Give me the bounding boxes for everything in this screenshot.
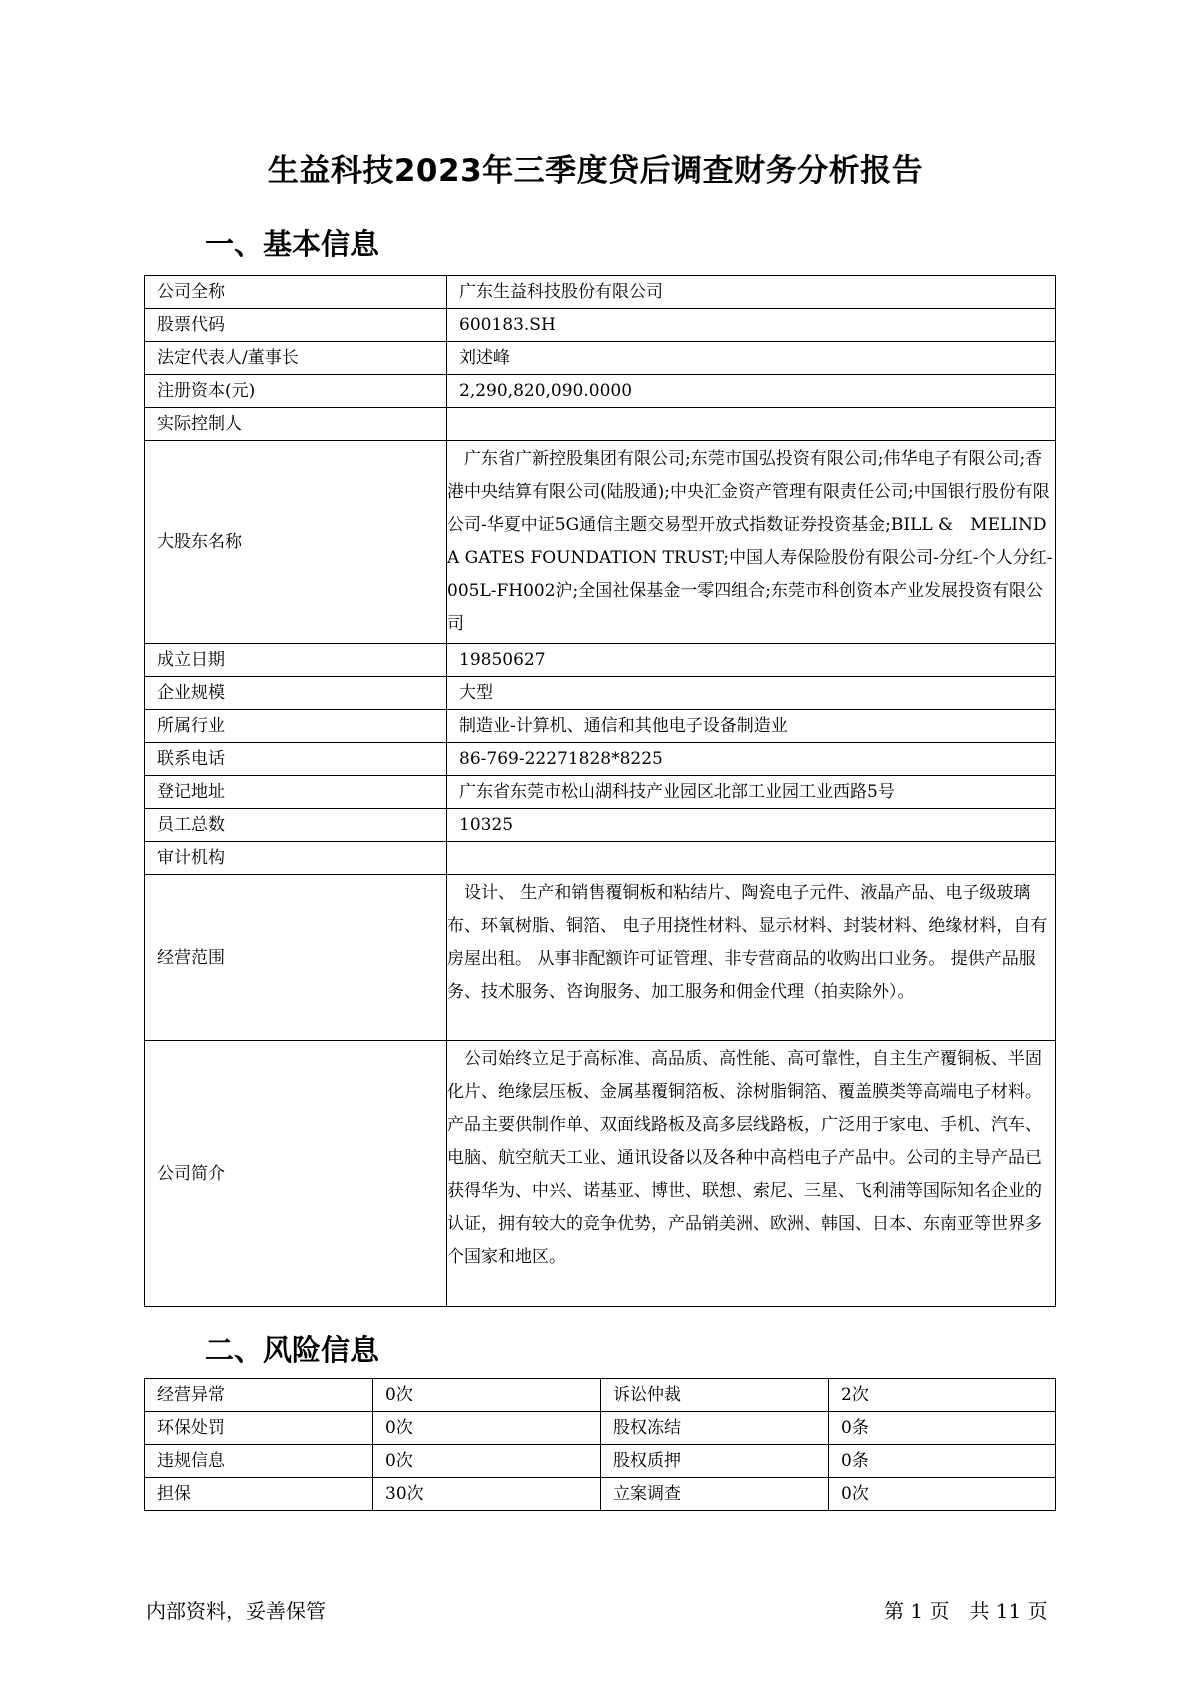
field-label: 联系电话	[145, 743, 447, 776]
risk-label: 环保处罚	[145, 1412, 373, 1445]
table-row	[145, 1379, 1056, 1412]
table-row	[145, 276, 1056, 309]
field-label: 实际控制人	[145, 408, 447, 441]
field-value: 19850627	[447, 644, 1056, 677]
risk-label: 违规信息	[145, 1445, 373, 1478]
risk-label: 担保	[145, 1478, 373, 1511]
basic-info-table	[144, 275, 1056, 1307]
table-row	[145, 1445, 1056, 1478]
section-basic-info-heading: 一、基本信息	[205, 227, 380, 261]
field-value: 广东省东莞市松山湖科技产业园区北部工业园工业西路5号	[447, 776, 1056, 809]
field-label: 大股东名称	[145, 441, 447, 644]
field-label: 员工总数	[145, 809, 447, 842]
section-risk-info-heading: 二、风险信息	[205, 1333, 380, 1367]
field-value: 10325	[447, 809, 1056, 842]
field-value	[447, 842, 1056, 875]
table-row	[145, 1478, 1056, 1511]
field-label: 成立日期	[145, 644, 447, 677]
field-label: 审计机构	[145, 842, 447, 875]
risk-label: 经营异常	[145, 1379, 373, 1412]
table-row	[145, 644, 1056, 677]
report-title: 生益科技2023年三季度贷后调查财务分析报告	[267, 153, 924, 189]
field-label: 公司简介	[145, 1041, 447, 1307]
field-label: 登记地址	[145, 776, 447, 809]
field-label: 经营范围	[145, 875, 447, 1041]
field-value: 大型	[447, 677, 1056, 710]
table-row	[145, 309, 1056, 342]
field-value: 刘述峰	[447, 342, 1056, 375]
table-row	[145, 375, 1056, 408]
table-row	[145, 677, 1056, 710]
table-row	[145, 342, 1056, 375]
risk-info-table	[144, 1378, 1056, 1511]
field-value: 制造业-计算机、通信和其他电子设备制造业	[447, 710, 1056, 743]
field-value	[447, 408, 1056, 441]
field-value: 设计、 生产和销售覆铜板和粘结片、陶瓷电子元件、液晶产品、电子级玻璃布、环氧树脂、铜箔、 电子用挠性材料、显示材料、封装材料、绝缘材料，自有房屋出租。 从事非配额许可证管理、非专营商品的收购出口业务。 提供产品服务、技术服务、咨询服务、加工服务和佣金代理（拍卖除外）。	[447, 875, 1056, 1041]
field-value: 广东生益科技股份有限公司	[447, 276, 1056, 309]
field-label: 公司全称	[145, 276, 447, 309]
risk-value: 30次	[373, 1478, 601, 1511]
field-value: 86-769-22271828*8225	[447, 743, 1056, 776]
field-value: 公司始终立足于高标准、高品质、高性能、高可靠性，自主生产覆铜板、半固化片、绝缘层压板、金属基覆铜箔板、涂树脂铜箔、覆盖膜类等高端电子材料。产品主要供制作单、双面线路板及高多层线路板，广泛用于家电、手机、汽车、电脑、航空航天工业、通讯设备以及各种中高档电子产品中。公司的主导产品已获得华为、中兴、诺基亚、博世、联想、索尼、三星、飞利浦等国际知名企业的认证，拥有较大的竞争优势，产品销美洲、欧洲、韩国、日本、东南亚等世界多个国家和地区。	[447, 1041, 1056, 1307]
risk-value: 0次	[829, 1478, 1056, 1511]
field-label: 企业规模	[145, 677, 447, 710]
risk-value: 0条	[829, 1412, 1056, 1445]
table-row	[145, 441, 1056, 644]
table-row	[145, 809, 1056, 842]
table-row	[145, 776, 1056, 809]
table-row	[145, 710, 1056, 743]
risk-value: 2次	[829, 1379, 1056, 1412]
table-row	[145, 842, 1056, 875]
table-row	[145, 743, 1056, 776]
table-row	[145, 875, 1056, 1041]
field-label: 股票代码	[145, 309, 447, 342]
risk-value: 0次	[373, 1379, 601, 1412]
field-label: 所属行业	[145, 710, 447, 743]
table-row	[145, 1412, 1056, 1445]
field-value: 2,290,820,090.0000	[447, 375, 1056, 408]
risk-value: 0次	[373, 1445, 601, 1478]
risk-label: 股权质押	[601, 1445, 829, 1478]
field-value: 600183.SH	[447, 309, 1056, 342]
field-value: 广东省广新控股集团有限公司;东莞市国弘投资有限公司;伟华电子有限公司;香港中央结算有限公司(陆股通);中央汇金资产管理有限责任公司;中国银行股份有限公司-华夏中证5G通信主题交易型开放式指数证券投资基金;BILL & MELINDA GATES FOUNDATION TRUST;中国人寿保险股份有限公司-分红-个人分红-005L-FH002沪;全国社保基金一零四组合;东莞市科创资本产业发展投资有限公司	[447, 441, 1056, 644]
table-row	[145, 1041, 1056, 1307]
risk-value: 0条	[829, 1445, 1056, 1478]
risk-label: 立案调查	[601, 1478, 829, 1511]
footer-confidential-note: 内部资料，妥善保管	[146, 1599, 326, 1623]
risk-label: 股权冻结	[601, 1412, 829, 1445]
field-label: 法定代表人/董事长	[145, 342, 447, 375]
footer-page-number: 第 1 页 共 11 页	[884, 1599, 1048, 1623]
field-label: 注册资本(元)	[145, 375, 447, 408]
risk-value: 0次	[373, 1412, 601, 1445]
risk-label: 诉讼仲裁	[601, 1379, 829, 1412]
table-row	[145, 408, 1056, 441]
